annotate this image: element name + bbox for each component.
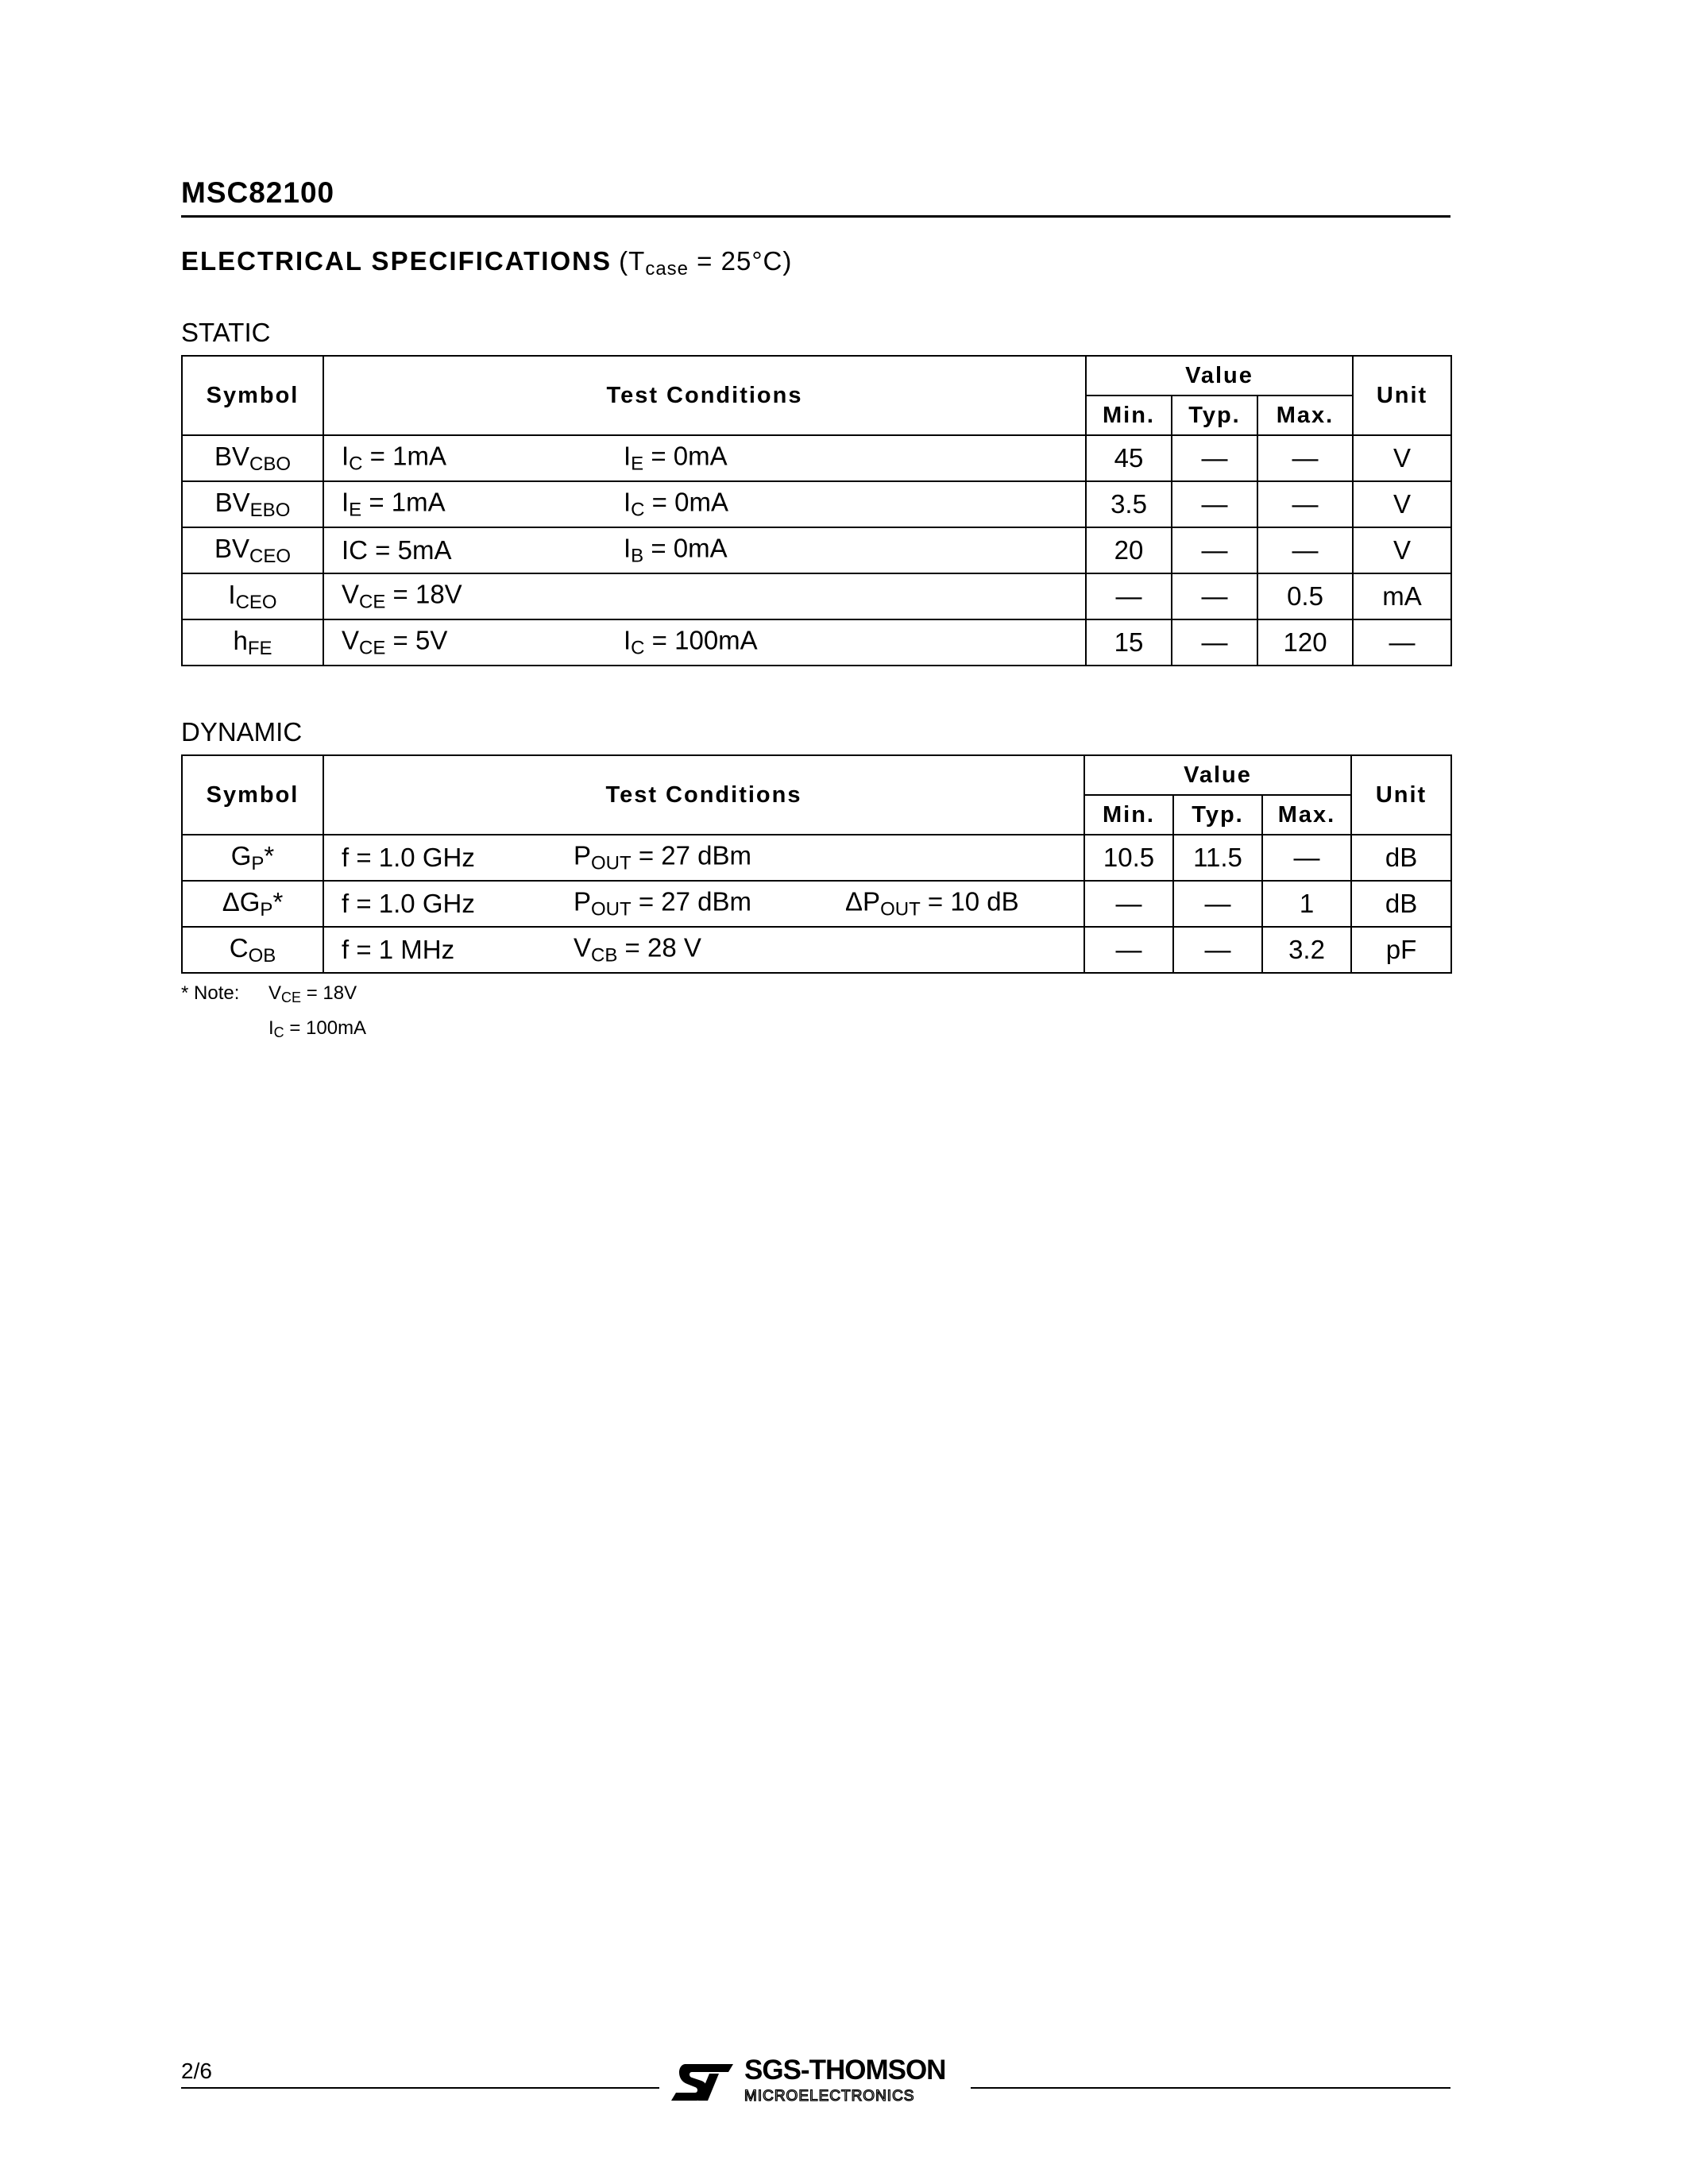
table-row [182,619,1451,666]
col-header-typ: Typ. [1172,396,1257,435]
col-header-unit: Unit [1353,356,1451,435]
conditions-cell [323,619,1086,666]
col-header-test-conditions: Test Conditions [323,755,1084,835]
max-value: 3.2 [1262,927,1351,973]
conditions-cell [323,927,1084,973]
note-line-2: $I_C = 100mA$ [268,1017,367,1040]
typ-value: — [1173,927,1262,973]
condition-1: $I_E = 1mA$ [342,487,446,521]
symbol-cell: $h_{FE}$ [182,619,323,666]
table-row [182,835,1451,881]
static-section-label: STATIC [181,318,271,347]
condition-2: $P_{OUT} = 27$ dBm [574,840,752,874]
condition-1: $I_C = 1mA$ [342,441,446,475]
typ-value: — [1173,881,1262,927]
max-value: 120 [1257,619,1353,666]
table-row [182,881,1451,927]
unit-value: dB [1351,881,1451,927]
min-value: 10.5 [1084,835,1173,881]
max-value: 1 [1262,881,1351,927]
heading-title: ELECTRICAL SPECIFICATIONS [181,246,612,276]
col-header-test-conditions: Test Conditions [323,356,1086,435]
note-label: * Note: [181,982,240,1004]
heading-condition: $(T_{case} = 25^\circ C)$ [619,246,793,280]
condition-1: f = 1.0 GHz [342,889,475,918]
min-value: 3.5 [1086,481,1172,527]
typ-value: — [1172,527,1257,573]
symbol-cell: $BV_{CBO}$ [182,435,323,481]
symbol-cell: $\Delta G_P*$ [182,881,323,927]
col-header-symbol: Symbol [182,356,323,435]
table-row [182,573,1451,619]
max-value: — [1262,835,1351,881]
condition-1: $V_{CE} = 18V$ [342,579,462,613]
condition-3: $\Delta P_{OUT} = 10$ dB [845,886,1019,920]
col-header-min: Min. [1084,795,1173,835]
condition-2: $I_B = 0mA$ [624,533,728,567]
max-value: — [1257,527,1353,573]
conditions-cell [323,481,1086,527]
min-value: — [1086,573,1172,619]
col-header-max: Max. [1262,795,1351,835]
col-header-typ: Typ. [1173,795,1262,835]
table-row [182,481,1451,527]
condition-2: $P_{OUT} = 27$ dBm [574,886,752,920]
max-value: 0.5 [1257,573,1353,619]
condition-2: $I_E = 0mA$ [624,441,728,475]
col-header-min: Min. [1086,396,1172,435]
conditions-cell [323,573,1086,619]
col-header-value: Value [1086,356,1353,396]
min-value: 15 [1086,619,1172,666]
col-header-symbol: Symbol [182,755,323,835]
symbol-cell: $I_{CEO}$ [182,573,323,619]
symbol-cell: $C_{OB}$ [182,927,323,973]
footer-rule-right [971,2087,1450,2089]
conditions-cell [323,881,1084,927]
unit-value: V [1353,435,1451,481]
unit-value: dB [1351,835,1451,881]
symbol-cell: $G_P*$ [182,835,323,881]
symbol-cell: $BV_{CEO}$ [182,527,323,573]
dynamic-section-label: DYNAMIC [181,717,303,747]
typ-value: 11.5 [1173,835,1262,881]
condition-1: $V_{CE} = 5V$ [342,625,448,659]
brand-name: SGS-THOMSON [744,2055,946,2086]
footer-rule-left [181,2087,659,2089]
note-line-1: $V_{CE} = 18V$ [268,982,357,1005]
col-header-value: Value [1084,755,1351,795]
unit-value: — [1353,619,1451,666]
typ-value: — [1172,619,1257,666]
table-row [182,435,1451,481]
dynamic-spec-table [181,754,1452,974]
min-value: — [1084,927,1173,973]
max-value: — [1257,435,1353,481]
table-row [182,927,1451,973]
condition-2: $V_{CB} = 28$ V [574,932,701,967]
symbol-cell: $BV_{EBO}$ [182,481,323,527]
col-header-unit: Unit [1351,755,1451,835]
condition-1: IC = 5mA [342,535,452,565]
unit-value: mA [1353,573,1451,619]
document-title: MSC82100 [181,176,335,209]
condition-1: f = 1 MHz [342,935,455,964]
static-spec-table [181,355,1452,666]
min-value: — [1084,881,1173,927]
conditions-cell [323,835,1084,881]
title-rule [181,215,1450,218]
typ-value: — [1172,573,1257,619]
page-number: 2/6 [181,2059,212,2083]
unit-value: pF [1351,927,1451,973]
min-value: 45 [1086,435,1172,481]
condition-2: $I_C = 100mA$ [624,625,758,659]
conditions-cell [323,435,1086,481]
conditions-cell [323,527,1086,573]
brand-division: MICROELECTRONICS [744,2088,915,2105]
typ-value: — [1172,481,1257,527]
section-heading [181,246,792,280]
typ-value: — [1172,435,1257,481]
unit-value: V [1353,527,1451,573]
condition-2: $I_C = 0mA$ [624,487,728,521]
unit-value: V [1353,481,1451,527]
st-logo-icon [670,2061,735,2104]
min-value: 20 [1086,527,1172,573]
table-row [182,527,1451,573]
max-value: — [1257,481,1353,527]
col-header-max: Max. [1257,396,1353,435]
condition-1: f = 1.0 GHz [342,843,475,872]
